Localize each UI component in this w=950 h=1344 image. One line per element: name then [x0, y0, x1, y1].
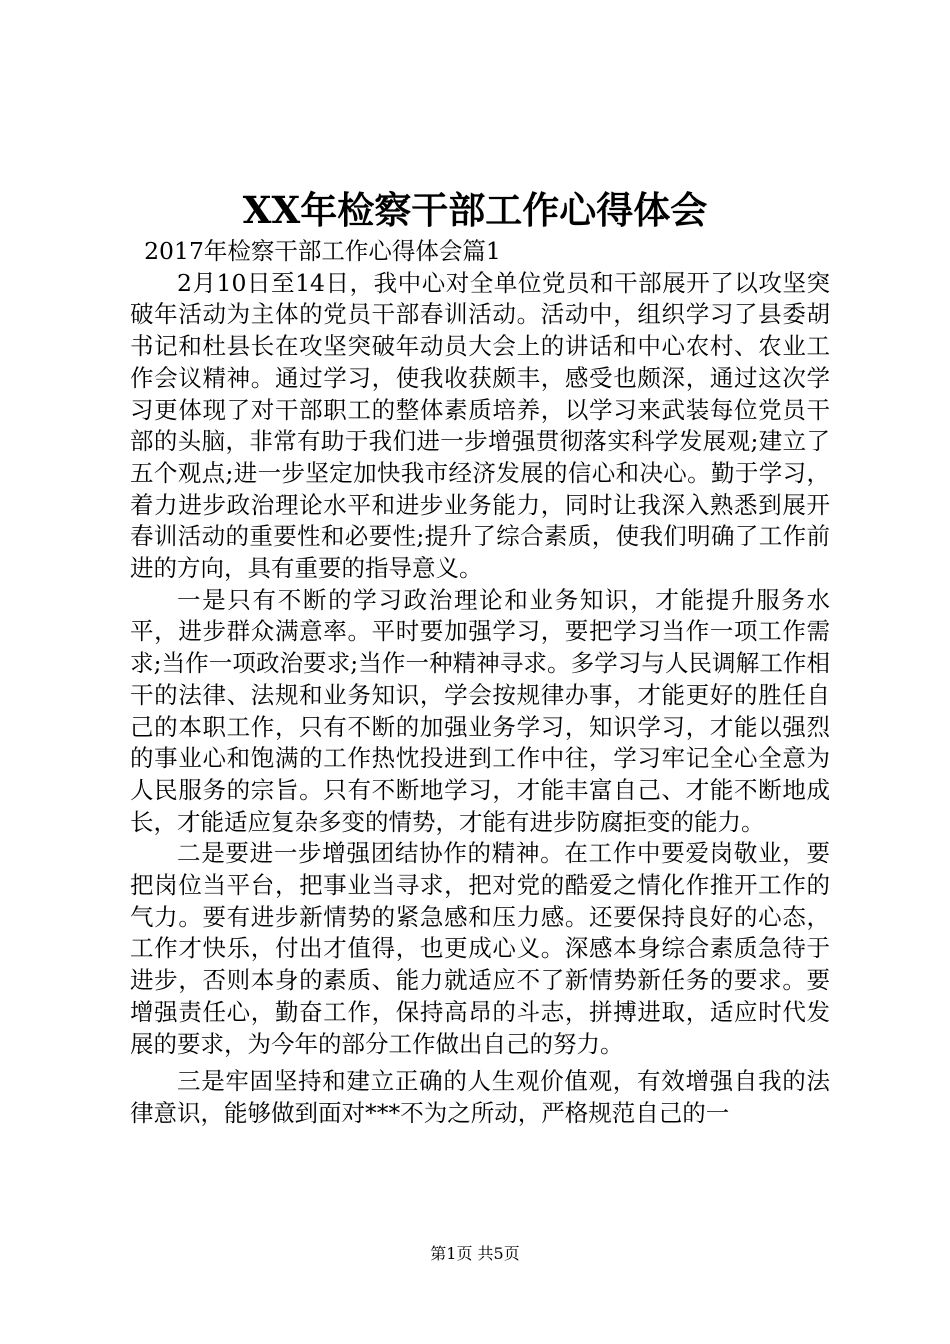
page-footer: 第1页 共5页	[430, 1244, 520, 1263]
document-title: XX年检察干部工作心得体会	[242, 188, 708, 232]
document-body	[130, 236, 830, 1130]
paragraph-3: 二是要进一步增强团结协作的精神。在工作中要爱岗敬业，要把岗位当平台，把事业当寻求，把对党的酷爱之情化作推开工作的气力。要有进步新情势的紧急感和压力感。还要保持良好的心态，工作才快乐，付出才值得，也更成心义。深感本身综合素质急待于进步，否则本身的素质、能力就适应不了新情势新任务的要求。要增强责任心，勤奋工作，保持高昂的斗志，拼搏进取，适应时代发展的要求，为今年的部分工作做出自己的努力。	[130, 839, 830, 1058]
section-subtitle: 2017年检察干部工作心得体会篇1	[144, 237, 501, 265]
paragraph-2: 一是只有不断的学习政治理论和业务知识，才能提升服务水平，进步群众满意率。平时要加强学习，要把学习当作一项工作需求;当作一项政治要求;当作一种精神寻求。多学习与人民调解工作相干的法律、法规和业务知识，学会按规律办事，才能更好的胜任自己的本职工作，只有不断的加强业务学习，知识学习，才能以强烈的事业心和饱满的工作热忱投进到工作中往，学习牢记全心全意为人民服务的宗旨。只有不断地学习，才能丰富自己、才能不断地成长，才能适应复杂多变的情势，才能有进步防腐拒变的能力。	[130, 585, 830, 836]
paragraph-4: 三是牢固坚持和建立正确的人生观价值观，有效增强自我的法律意识，能够做到面对***不为之所动，严格规范自己的一	[130, 1067, 830, 1127]
paragraph-1: 2月10日至14日，我中心对全单位党员和干部展开了以攻坚突破年活动为主体的党员干部春训活动。活动中，组织学习了县委胡书记和杜县长在攻坚突破年动员大会上的讲话和中心农村、农业工作会议精神。通过学习，使我收获颇丰，感受也颇深，通过这次学习更体现了对干部职工的整体素质培养，以学习来武装每位党员干部的头脑，非常有助于我们进一步增强贯彻落实科学发展观;建立了五个观点;进一步坚定加快我市经济发展的信心和决心。勤于学习，着力进步政治理论水平和进步业务能力，同时让我深入熟悉到展开春训活动的重要性和必要性;提升了综合素质，使我们明确了工作前进的方向，具有重要的指导意义。	[130, 268, 830, 583]
